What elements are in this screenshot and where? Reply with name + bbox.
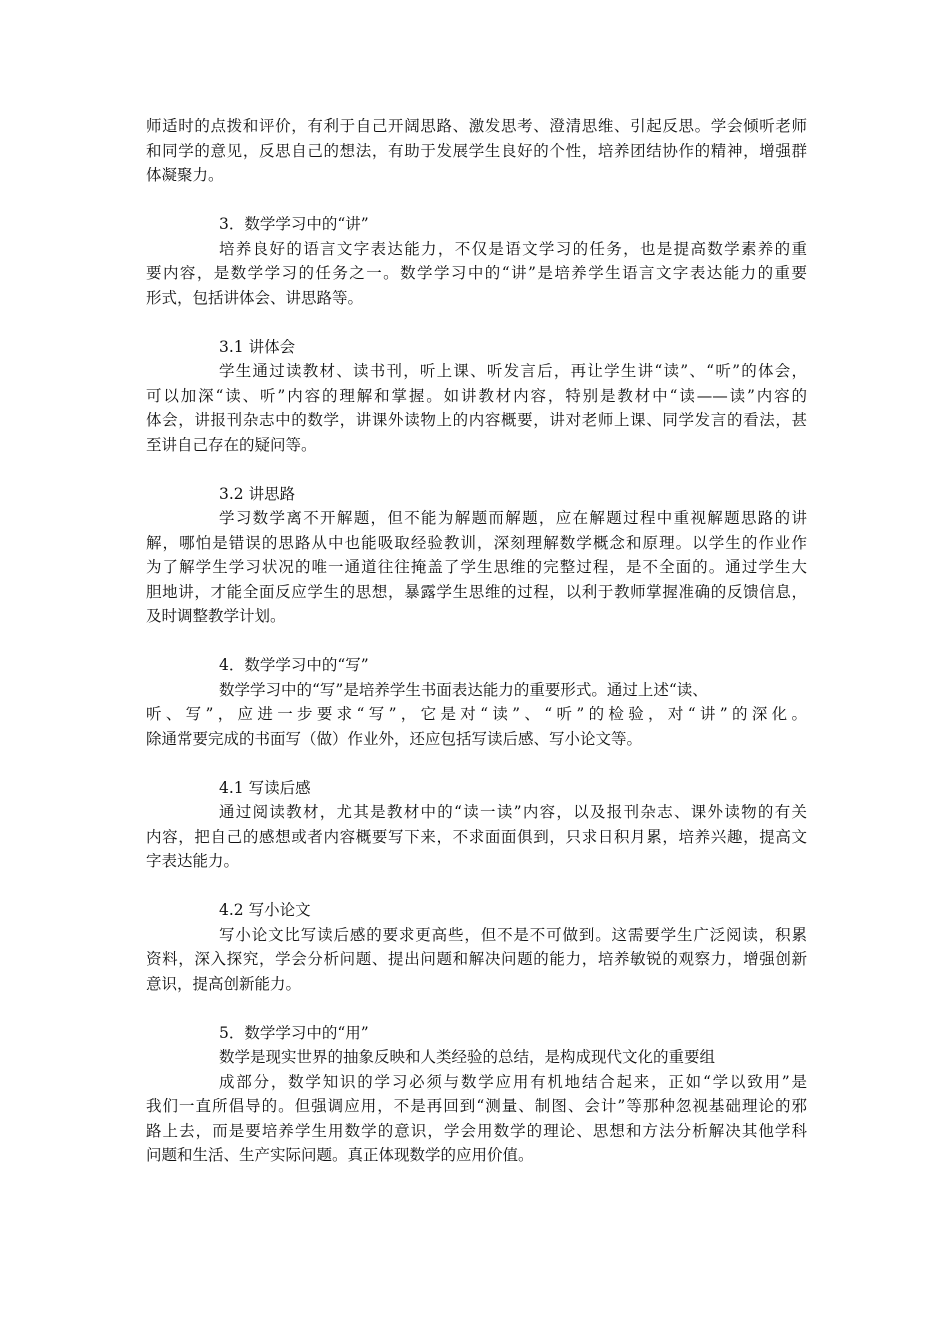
paragraph-line: 资料，深入探究，学会分析问题、提出问题和解决问题的能力，培养敏锐的观察力，增强创新 [146, 950, 807, 968]
paragraph-line: 要内容，是数学学习的任务之一。数学学习中的“讲”是培养学生语言文字表达能力的重要 [146, 264, 807, 282]
paragraph-line: 形式，包括讲体会、讲思路等。 [146, 288, 364, 307]
paragraph-line: 胆地讲，才能全面反应学生的思想，暴露学生思维的过程，以利于教师掌握准确的反馈信息， [146, 582, 807, 601]
paragraph-line: 和同学的意见，反思自己的想法，有助于发展学生良好的个性，培养团结协作的精神，增强群 [146, 141, 807, 160]
document-section [146, 114, 807, 188]
section-heading: 4．数学学习中的“写” [219, 656, 369, 674]
document-section [146, 482, 807, 629]
paragraph-line: 学习数学离不开解题，但不能为解题而解题，应在解题过程中重视解题思路的讲 [219, 509, 807, 527]
paragraph-line: 数学是现实世界的抽象反映和人类经验的总结，是构成现代文化的重要组 [219, 1048, 716, 1066]
paragraph-line: 除通常要完成的书面写（做）作业外，还应包括写读后感、写小论文等。 [146, 729, 643, 748]
document-section [146, 898, 807, 996]
paragraph-line: 为了解学生学习状况的唯一通道往往掩盖了学生思维的完整过程，是不全面的。通过学生大 [146, 558, 807, 576]
paragraph-line: 我们一直所倡导的。但强调应用，不是再回到“测量、制图、会计”等那种忽视基础理论的邪 [146, 1097, 807, 1115]
document-section [146, 653, 807, 751]
paragraph-line: 字表达能力。 [146, 852, 240, 870]
paragraph-line: 及时调整教学计划。 [146, 607, 286, 625]
paragraph-line: 听、写”，应进一步要求“写”，它是对“读”、“听”的检验，对“讲”的深化。 [146, 705, 807, 723]
paragraph-line: 成部分，数学知识的学习必须与数学应用有机地结合起来，正如“学以致用”是 [219, 1072, 807, 1091]
document-section [146, 335, 807, 458]
paragraph-line: 至讲自己存在的疑问等。 [146, 435, 317, 454]
paragraph-line: 数学学习中的“写”是培养学生书面表达能力的重要形式。通过上述“读、 [219, 680, 708, 699]
paragraph-line: 通过阅读教材，尤其是教材中的“读一读”内容，以及报刊杂志、课外读物的有关 [219, 803, 807, 821]
section-heading: 3.1 讲体会 [219, 337, 296, 356]
paragraph-line: 路上去，而是要培养学生用数学的意识，学会用数学的理论、思想和方法分析解决其他学科 [146, 1121, 807, 1140]
section-heading: 3.2 讲思路 [219, 484, 296, 503]
section-heading: 4.2 写小论文 [219, 901, 311, 919]
section-heading: 3．数学学习中的“讲” [219, 215, 369, 233]
paragraph-line: 解，哪怕是错误的思路从中也能吸取经验教训，深刻理解数学概念和原理。以学生的作业作 [146, 533, 807, 552]
paragraph-line: 体凝聚力。 [146, 166, 224, 184]
document-section [146, 212, 807, 310]
document-body [146, 114, 807, 1192]
paragraph-line: 内容，把自己的感想或者内容概要写下来，不求面面俱到，只求日积月累，培养兴趣，提高文 [146, 827, 807, 846]
paragraph-line: 学生通过读教材、读书刊，听上课、听发言后，再让学生讲“读”、“听”的体会， [219, 362, 807, 380]
paragraph-line: 可以加深“读、听”内容的理解和掌握。如讲教材内容，特别是教材中“读——读”内容的 [146, 386, 807, 405]
section-heading: 4.1 写读后感 [219, 778, 311, 797]
document-section [146, 776, 807, 874]
paragraph-line: 意识，提高创新能力。 [146, 974, 302, 993]
section-heading: 5．数学学习中的“用” [219, 1023, 369, 1042]
paragraph-line: 体会，讲报刊杂志中的数学，讲课外读物上的内容概要，讲对老师上课、同学发言的看法，甚 [146, 411, 807, 429]
paragraph-line: 师适时的点拨和评价，有利于自己开阔思路、激发思考、澄清思维、引起反思。学会倾听老师 [146, 117, 807, 135]
paragraph-line: 培养良好的语言文字表达能力，不仅是语文学习的任务，也是提高数学素养的重 [219, 239, 807, 258]
document-section [146, 1021, 807, 1168]
paragraph-line: 写小论文比写读后感的要求更高些，但不是不可做到。这需要学生广泛阅读，积累 [219, 925, 807, 944]
paragraph-line: 问题和生活、生产实际问题。真正体现数学的应用价值。 [146, 1146, 534, 1164]
